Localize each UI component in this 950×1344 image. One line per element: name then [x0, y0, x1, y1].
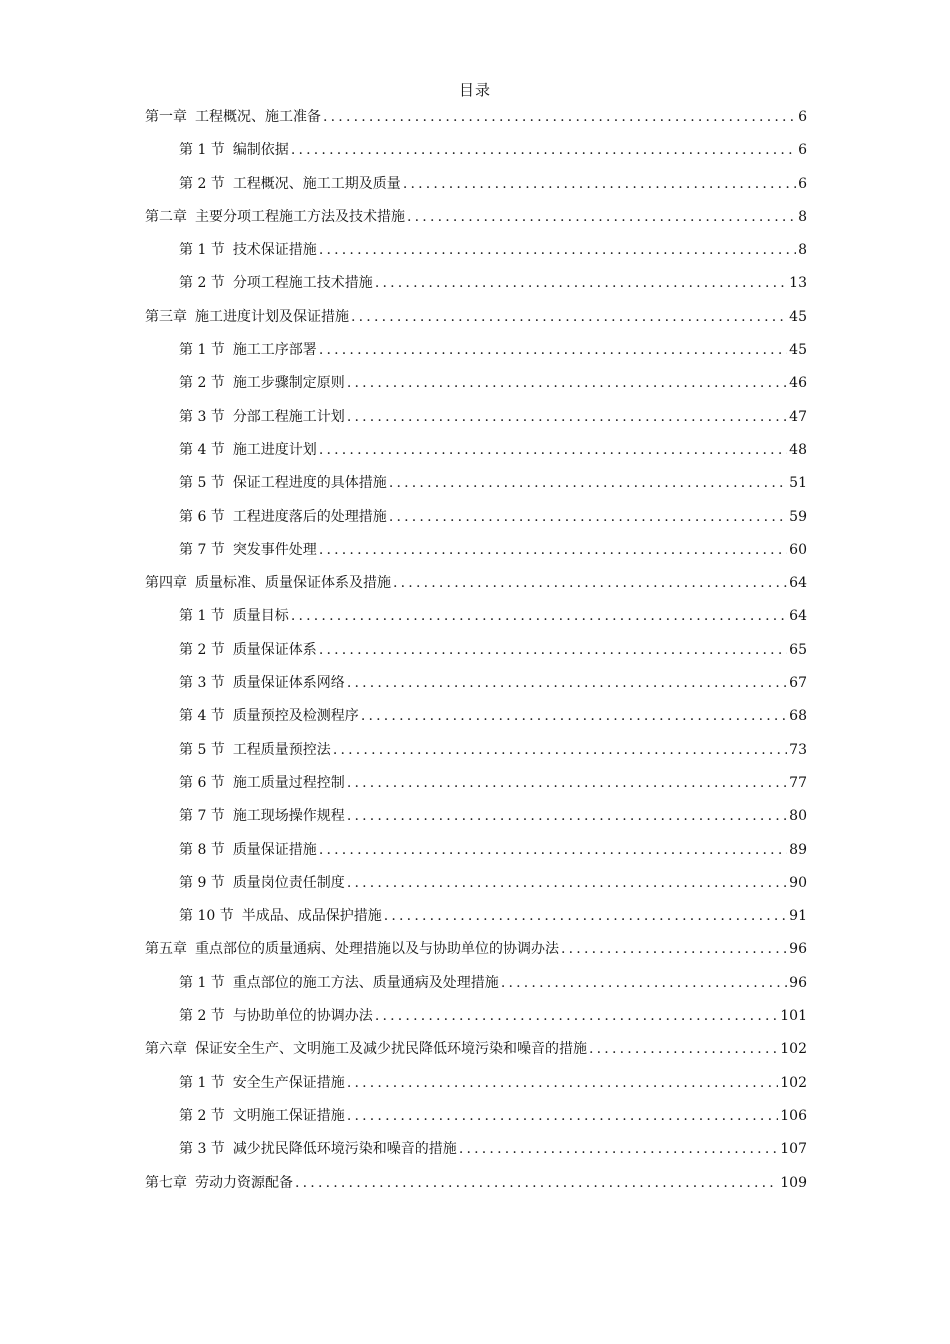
toc-entry-label [145, 1171, 293, 1195]
toc-leader-dots [347, 871, 787, 895]
toc-leader-dots [347, 1071, 778, 1095]
toc-section-entry[interactable] [145, 971, 807, 1004]
toc-page-number: 48 [789, 441, 807, 458]
toc-leader-dots [501, 971, 787, 995]
toc-entry-number: 第 5 节 [179, 475, 225, 492]
toc-entry-label [179, 271, 373, 295]
toc-entry-label [179, 1137, 457, 1161]
toc-entry-text: 施工进度计划及保证措施 [195, 308, 349, 325]
toc-page-number: 96 [789, 974, 807, 991]
toc-entry-label [179, 405, 345, 429]
toc-chapter-entry[interactable] [145, 205, 807, 238]
toc-page-number: 51 [789, 475, 807, 492]
toc-leader-dots [319, 338, 787, 362]
toc-page-number: 106 [780, 1107, 807, 1124]
toc-entry-number: 第 9 节 [179, 874, 225, 891]
toc-page-number: 96 [789, 941, 807, 958]
toc-entry-number: 第 5 节 [179, 741, 225, 758]
toc-leader-dots [347, 771, 787, 795]
toc-entry-number: 第 1 节 [179, 1074, 225, 1091]
toc-entry-label [179, 338, 317, 362]
toc-page-number: 73 [789, 741, 807, 758]
toc-entry-number: 第 2 节 [179, 375, 225, 392]
toc-chapter-entry[interactable] [145, 937, 807, 970]
toc-entry-text: 质量保证措施 [232, 841, 317, 858]
toc-page-number: 109 [780, 1174, 807, 1191]
toc-page-number: 45 [789, 342, 807, 359]
toc-leader-dots [347, 1104, 778, 1128]
toc-section-entry[interactable] [145, 704, 807, 737]
toc-entry-text: 施工现场操作规程 [232, 808, 345, 825]
toc-leader-dots [323, 105, 796, 129]
toc-entry-text: 半成品、成品保护措施 [241, 908, 382, 925]
toc-entry-text: 劳动力资源配备 [195, 1174, 293, 1191]
toc-section-entry[interactable] [145, 271, 807, 304]
toc-leader-dots [319, 238, 796, 262]
toc-page-number: 89 [789, 841, 807, 858]
toc-page-number: 6 [798, 109, 807, 125]
toc-entry-text: 分部工程施工计划 [232, 408, 345, 425]
toc-entry-label [179, 471, 387, 495]
toc-section-entry[interactable] [145, 1104, 807, 1137]
toc-section-entry[interactable] [145, 338, 807, 371]
toc-entry-text: 编制依据 [232, 142, 289, 159]
toc-entry-text: 施工进度计划 [232, 441, 317, 458]
toc-leader-dots [291, 604, 787, 628]
toc-section-entry[interactable] [145, 438, 807, 471]
toc-leader-dots [319, 438, 787, 462]
toc-entry-label [179, 538, 317, 562]
toc-entry-number: 第 1 节 [179, 974, 225, 991]
toc-leader-dots [333, 738, 787, 762]
toc-page-number: 60 [789, 541, 807, 558]
toc-chapter-entry[interactable] [145, 1037, 807, 1070]
toc-leader-dots [589, 1037, 778, 1061]
toc-entry-text: 工程质量预控法 [232, 741, 331, 758]
toc-section-entry[interactable] [145, 671, 807, 704]
toc-chapter-entry[interactable] [145, 1171, 807, 1204]
toc-page-number: 68 [789, 708, 807, 725]
toc-page-number: 8 [798, 208, 807, 225]
toc-entry-label [179, 505, 387, 529]
toc-entry-text: 与协助单位的协调办法 [232, 1008, 373, 1025]
toc-entry-label [179, 771, 345, 795]
toc-entry-label [179, 971, 499, 995]
toc-section-entry[interactable] [145, 604, 807, 637]
toc-section-entry[interactable] [145, 638, 807, 671]
toc-leader-dots [375, 1004, 778, 1028]
toc-entry-number: 第 10 节 [179, 908, 234, 925]
toc-entry-label [145, 571, 391, 595]
toc-section-entry[interactable] [145, 238, 807, 271]
toc-leader-dots [351, 305, 787, 329]
toc-entry-label [179, 671, 345, 695]
toc-page-number: 77 [789, 774, 807, 791]
toc-page-number: 6 [798, 175, 807, 192]
toc-list [145, 105, 807, 1204]
toc-leader-dots [384, 904, 787, 928]
toc-section-entry[interactable] [145, 471, 807, 504]
toc-entry-label [179, 604, 289, 628]
toc-page-number: 64 [789, 575, 807, 592]
toc-section-entry[interactable] [145, 838, 807, 871]
toc-leader-dots [291, 138, 796, 162]
toc-section-entry[interactable] [145, 1004, 807, 1037]
toc-page-number: 64 [789, 608, 807, 625]
toc-title: 目录 [458, 81, 491, 99]
toc-section-entry[interactable] [145, 138, 807, 171]
toc-entry-label [179, 871, 345, 895]
toc-page-number: 67 [789, 675, 807, 692]
toc-entry-text: 质量保证体系网络 [232, 675, 345, 692]
toc-entry-text: 文明施工保证措施 [232, 1107, 345, 1124]
toc-entry-text: 施工步骤制定原则 [232, 375, 345, 392]
toc-entry-text: 质量标准、质量保证体系及措施 [195, 575, 391, 592]
toc-leader-dots [389, 505, 787, 529]
toc-entry-number: 第 6 节 [179, 508, 225, 525]
toc-page-number: 47 [789, 408, 807, 425]
toc-chapter-entry[interactable] [145, 305, 807, 338]
toc-entry-label [179, 1071, 345, 1095]
toc-entry-text: 工程概况、施工工期及质量 [232, 175, 401, 192]
toc-page-number: 102 [780, 1074, 807, 1091]
toc-leader-dots [319, 638, 787, 662]
toc-section-entry[interactable] [145, 505, 807, 538]
toc-entry-text: 保证工程进度的具体措施 [232, 475, 387, 492]
toc-entry-number: 第 7 节 [179, 808, 225, 825]
toc-leader-dots [393, 571, 787, 595]
toc-entry-text: 施工质量过程控制 [232, 774, 345, 791]
toc-entry-text: 主要分项工程施工方法及技术措施 [195, 208, 405, 225]
toc-entry-label [179, 904, 382, 928]
toc-page-number: 65 [789, 641, 807, 658]
toc-entry-label [145, 205, 405, 229]
toc-entry-label [145, 1037, 587, 1061]
toc-leader-dots [403, 172, 796, 196]
toc-entry-text: 质量岗位责任制度 [232, 874, 345, 891]
toc-entry-number: 第四章 [145, 575, 187, 592]
toc-leader-dots [295, 1171, 778, 1195]
toc-entry-text: 技术保证措施 [232, 242, 317, 259]
toc-entry-text: 质量预控及检测程序 [232, 708, 359, 725]
toc-entry-number: 第二章 [145, 208, 187, 225]
toc-chapter-entry[interactable] [145, 105, 807, 138]
toc-section-entry[interactable] [145, 538, 807, 571]
toc-leader-dots [347, 671, 787, 695]
toc-entry-number: 第 7 节 [179, 541, 225, 558]
toc-entry-number: 第五章 [145, 941, 187, 958]
toc-section-entry[interactable] [145, 871, 807, 904]
toc-entry-number: 第 1 节 [179, 142, 225, 159]
toc-leader-dots [375, 271, 787, 295]
toc-entry-number: 第 2 节 [179, 275, 225, 292]
toc-entry-text: 突发事件处理 [232, 541, 317, 558]
toc-page-number: 102 [780, 1041, 807, 1058]
toc-entry-label [145, 937, 559, 961]
toc-entry-number: 第 6 节 [179, 774, 225, 791]
toc-leader-dots [361, 704, 787, 728]
toc-entry-label [145, 105, 321, 129]
toc-section-entry[interactable] [145, 405, 807, 438]
toc-entry-number: 第 4 节 [179, 708, 225, 725]
toc-page-number: 59 [789, 508, 807, 525]
toc-entry-label [179, 838, 317, 862]
toc-entry-label [179, 438, 317, 462]
toc-page-number: 80 [789, 808, 807, 825]
toc-entry-number: 第 3 节 [179, 675, 225, 692]
toc-section-entry[interactable] [145, 1071, 807, 1104]
toc-entry-number: 第七章 [145, 1174, 187, 1191]
toc-entry-text: 分项工程施工技术措施 [232, 275, 373, 292]
toc-entry-label [179, 704, 359, 728]
toc-page-number: 91 [789, 908, 807, 925]
toc-entry-text: 安全生产保证措施 [232, 1074, 345, 1091]
toc-page-number: 90 [789, 874, 807, 891]
toc-leader-dots [347, 371, 787, 395]
toc-entry-number: 第 8 节 [179, 841, 225, 858]
toc-entry-label [179, 638, 317, 662]
toc-entry-number: 第 2 节 [179, 1107, 225, 1124]
toc-entry-label [179, 238, 317, 262]
toc-entry-label [145, 305, 349, 329]
toc-page-number: 107 [780, 1141, 807, 1158]
toc-entry-text: 保证安全生产、文明施工及减少扰民降低环境污染和噪音的措施 [195, 1041, 587, 1058]
toc-page-number: 46 [789, 375, 807, 392]
toc-leader-dots [407, 205, 796, 229]
toc-entry-number: 第一章 [145, 109, 187, 125]
toc-entry-number: 第三章 [145, 308, 187, 325]
toc-entry-text: 重点部位的施工方法、质量通病及处理措施 [232, 974, 499, 991]
toc-section-entry[interactable] [145, 738, 807, 771]
toc-entry-label [179, 804, 345, 828]
toc-leader-dots [389, 471, 787, 495]
toc-section-entry[interactable] [145, 1137, 807, 1170]
toc-page-number: 8 [798, 242, 807, 259]
toc-section-entry[interactable] [145, 371, 807, 404]
toc-entry-number: 第 3 节 [179, 1141, 225, 1158]
toc-entry-number: 第 3 节 [179, 408, 225, 425]
toc-entry-label [179, 1104, 345, 1128]
toc-section-entry[interactable] [145, 172, 807, 205]
toc-section-entry[interactable] [145, 771, 807, 804]
toc-entry-label [179, 172, 401, 196]
toc-entry-number: 第 1 节 [179, 608, 225, 625]
toc-page-number: 6 [798, 142, 807, 159]
toc-entry-number: 第 1 节 [179, 242, 225, 259]
toc-page-number: 13 [789, 275, 807, 292]
toc-entry-text: 工程进度落后的处理措施 [232, 508, 387, 525]
toc-leader-dots [319, 838, 787, 862]
toc-leader-dots [319, 538, 787, 562]
toc-entry-text: 质量保证体系 [232, 641, 317, 658]
toc-leader-dots [561, 937, 787, 961]
toc-entry-number: 第 2 节 [179, 175, 225, 192]
toc-page-number: 101 [780, 1008, 807, 1025]
toc-section-entry[interactable] [145, 804, 807, 837]
toc-entry-label [179, 738, 331, 762]
toc-leader-dots [347, 405, 787, 429]
toc-entry-text: 质量目标 [232, 608, 289, 625]
toc-entry-text: 重点部位的质量通病、处理措施以及与协助单位的协调办法 [195, 941, 559, 958]
toc-entry-number: 第 2 节 [179, 641, 225, 658]
toc-section-entry[interactable] [145, 904, 807, 937]
toc-entry-text: 施工工序部署 [232, 342, 317, 359]
toc-leader-dots [459, 1137, 778, 1161]
toc-entry-label [179, 138, 289, 162]
toc-entry-number: 第 1 节 [179, 342, 225, 359]
toc-entry-text: 减少扰民降低环境污染和噪音的措施 [232, 1141, 457, 1158]
toc-page-number: 45 [789, 308, 807, 325]
toc-entry-number: 第 2 节 [179, 1008, 225, 1025]
toc-entry-number: 第 4 节 [179, 441, 225, 458]
toc-entry-number: 第六章 [145, 1041, 187, 1058]
toc-leader-dots [347, 804, 787, 828]
toc-entry-label [179, 1004, 373, 1028]
toc-chapter-entry[interactable] [145, 571, 807, 604]
toc-entry-label [179, 371, 345, 395]
toc-entry-text: 工程概况、施工准备 [195, 109, 321, 125]
